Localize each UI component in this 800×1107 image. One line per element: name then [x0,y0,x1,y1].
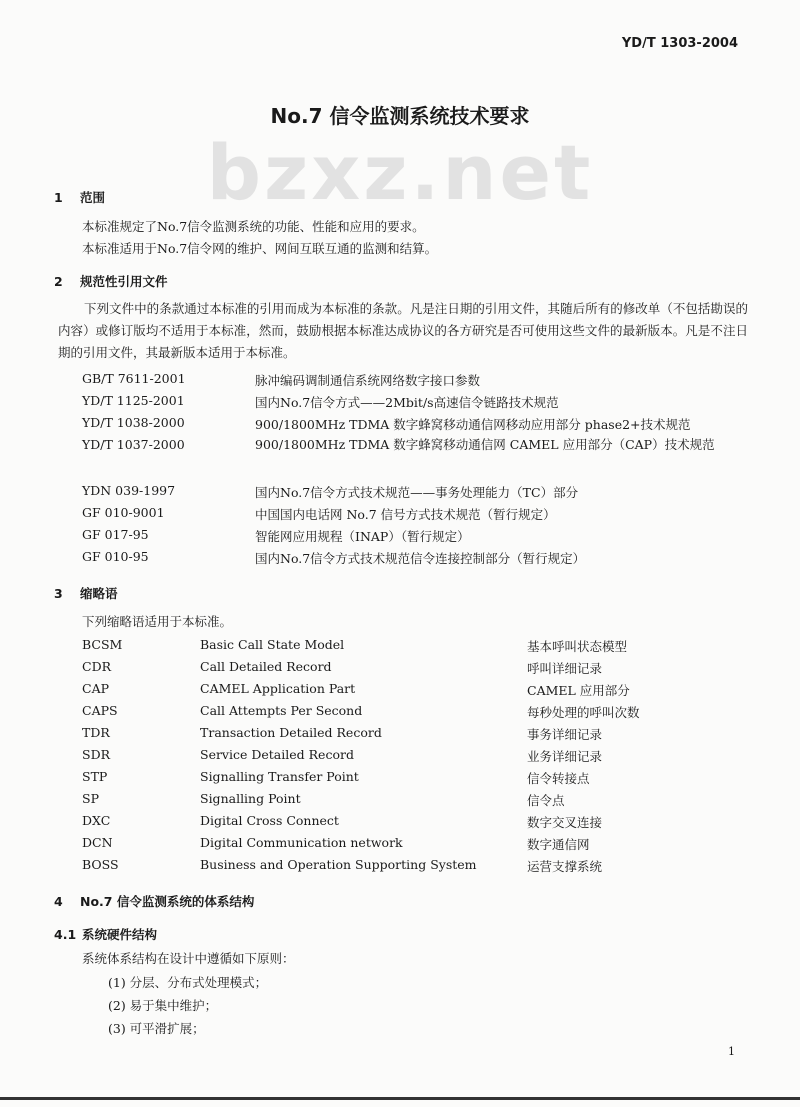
ref-title: 900/1800MHz TDMA 数字蜂窝移动通信网移动应用部分 phase2+技术规范 [255,417,691,432]
abbr-english: Signalling Transfer Point [200,769,359,784]
document-title: No.7 信令监测系统技术要求 [270,104,530,128]
abbr-chinese: 信令点 [527,793,565,808]
abbr-code: CAPS [82,703,118,718]
scope-line-2: 本标准适用于No.7信令网的维护、网间互联互通的监测和结算。 [82,241,438,256]
ref-code: YD/T 1038-2000 [82,415,185,430]
abbr-chinese: 呼叫详细记录 [527,661,603,676]
abbr-chinese: 数字通信网 [527,837,590,852]
ref-title: 脉冲编码调制通信系统网络数字接口参数 [255,373,481,388]
abbr-code: DXC [82,813,111,828]
abbr-english: CAMEL Application Part [200,681,356,696]
abbr-english: Call Attempts Per Second [200,703,363,718]
ref-title: 中国国内电话网 No.7 信号方式技术规范（暂行规定） [255,507,556,522]
abbr-code: BOSS [82,857,119,872]
scope-line-1: 本标准规定了No.7信令监测系统的功能、性能和应用的要求。 [82,219,425,234]
section-3-heading: 3 缩略语 [54,586,118,601]
principle-item: (3) 可平滑扩展； [108,1021,205,1036]
abbr-code: SP [82,791,99,806]
ref-title: 国内No.7信令方式技术规范信令连接控制部分（暂行规定） [255,551,586,566]
ref-code: GF 010-95 [82,549,149,564]
ref-title: 国内No.7信令方式——2Mbit/s高速信令链路技术规范 [255,395,559,410]
abbr-chinese: CAMEL 应用部分 [527,683,630,698]
section-1-heading: 1 范围 [54,190,106,205]
watermark: bzxz.net [206,128,594,217]
ref-title: 国内No.7信令方式技术规范——事务处理能力（TC）部分 [255,485,579,500]
section-4-heading: 4 No.7 信令监测系统的体系结构 [54,894,255,909]
ref-code: YD/T 1037-2000 [82,437,185,452]
ref-code: YD/T 1125-2001 [82,393,185,408]
normative-references-paragraph: 下列文件中的条款通过本标准的引用而成为本标准的条款。凡是注日期的引用文件，其随后所有的修改单（不包括勘误的内容）或修订版均不适用于本标准，然而，鼓励根据本标准达成协议的各方研究是否可使用这些文件的最新版本。凡是不注日期的引用文件，其最新版本适用于本标准。 [58,301,748,360]
page-bottom-rule [0,1097,800,1100]
abbr-chinese: 业务详细记录 [527,749,603,764]
abbr-english: Business and Operation Supporting System [200,857,477,872]
abbr-chinese: 事务详细记录 [527,727,603,742]
abbr-code: TDR [82,725,110,740]
abbr-chinese: 每秒处理的呼叫次数 [527,705,640,720]
abbr-code: CAP [82,681,110,696]
ref-code: GB/T 7611-2001 [82,371,186,386]
ref-code: GF 017-95 [82,527,149,542]
section-2-heading: 2 规范性引用文件 [54,274,168,289]
abbr-english: Service Detailed Record [200,747,354,762]
abbr-chinese: 运营支撑系统 [527,859,603,874]
abbr-english: Transaction Detailed Record [200,725,382,740]
ref-code: GF 010-9001 [82,505,165,520]
ref-code: YDN 039-1997 [82,483,176,498]
abbr-chinese: 数字交叉连接 [527,815,603,830]
abbr-english: Digital Communication network [200,835,403,850]
ref-title: 900/1800MHz TDMA 数字蜂窝移动通信网 CAMEL 应用部分（CAP）技术规范 [255,437,715,452]
abbr-code: STP [82,769,108,784]
abbr-code: BCSM [82,637,123,652]
abbr-code: CDR [82,659,111,674]
abbr-english: Basic Call State Model [200,637,345,652]
abbr-chinese: 基本呼叫状态模型 [527,639,628,654]
standard-number: YD/T 1303-2004 [621,36,738,51]
abbr-code: SDR [82,747,110,762]
principle-item: (2) 易于集中维护； [108,998,218,1013]
abbr-english: Digital Cross Connect [200,813,339,828]
ref-title: 智能网应用规程（INAP）（暂行规定） [255,529,470,544]
abbreviations-intro: 下列缩略语适用于本标准。 [82,614,233,629]
page-number: 1 [728,1045,735,1058]
abbr-chinese: 信令转接点 [527,771,590,786]
principle-item: (1) 分层、分布式处理模式； [108,975,268,990]
architecture-intro: 系统体系结构在设计中遵循如下原则： [82,951,295,966]
abbr-english: Call Detailed Record [200,659,332,674]
abbr-english: Signalling Point [200,791,301,806]
abbr-code: DCN [82,835,113,850]
section-4-1-heading: 4.1 系统硬件结构 [54,927,158,942]
